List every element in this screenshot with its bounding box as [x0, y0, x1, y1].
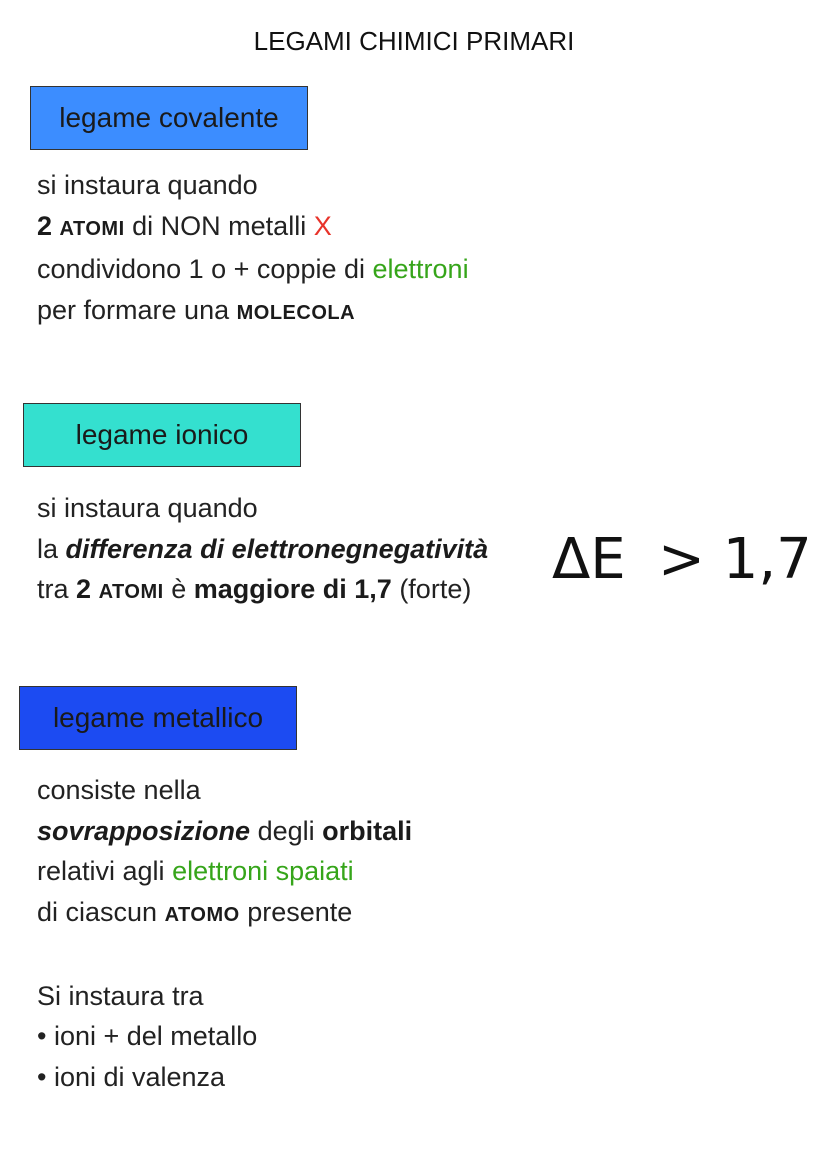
page-title: LEGAMI CHIMICI PRIMARI — [253, 26, 575, 56]
metallico-line-1: consiste nella — [37, 775, 201, 805]
heading-legame-covalente-label: legame covalente — [59, 102, 279, 133]
covalente-atomi-word: ATOMI — [59, 217, 125, 240]
heading-legame-metallico-label: legame metallico — [52, 702, 264, 733]
ionico-line-2 — [37, 529, 488, 570]
greater-than-value: > 1,7 — [658, 527, 812, 592]
covalente-description — [37, 165, 469, 333]
ionico-line-3 — [37, 569, 488, 613]
covalente-form-text: per formare una — [37, 294, 230, 325]
metallico-description — [37, 770, 412, 1097]
ionico-atom-count: 2 — [76, 574, 92, 604]
heading-legame-ionico — [23, 403, 301, 467]
metallico-line-2 — [37, 811, 412, 852]
covalente-line-2 — [37, 206, 469, 250]
heading-legame-covalente — [30, 86, 308, 150]
metallico-atomo-word: ATOMO — [164, 903, 240, 926]
covalente-line-4 — [37, 290, 469, 334]
delta-e-formula — [550, 520, 812, 598]
ionico-line-1: si instaura quando — [37, 493, 258, 523]
metallico-line-3 — [37, 851, 412, 892]
covalente-molecola-word: MOLECOLA — [236, 301, 356, 324]
covalente-nonmetal-text: di NON metalli — [132, 210, 307, 241]
ionico-atomi-word: ATOMI — [98, 581, 164, 603]
ionico-description — [37, 488, 488, 613]
covalente-line-1: si instaura quando — [37, 170, 258, 200]
metallico-bullet-1: • ioni + del metallo — [37, 1021, 258, 1051]
heading-legame-ionico-label: legame ionico — [75, 419, 249, 450]
metallico-unpaired-electrons: elettroni spaiati — [172, 856, 354, 886]
heading-legame-metallico — [19, 686, 297, 750]
ionico-tra-text: tra — [37, 574, 69, 604]
ionico-la-text: la — [37, 533, 59, 564]
ionico-threshold-phrase: maggiore di 1,7 — [193, 574, 392, 604]
metallico-line-4 — [37, 892, 412, 936]
covalente-atom-count: 2 — [37, 210, 53, 241]
covalente-share-text: condividono 1 o + coppie di — [37, 254, 365, 284]
metallico-degli-text: degli — [257, 815, 315, 846]
metallico-line-5: Si instaura tra — [37, 980, 204, 1011]
delta-e-symbol: ΔE — [552, 527, 626, 592]
ionico-e-text: è — [171, 574, 187, 604]
metallico-spacer — [37, 935, 412, 976]
covalente-line-3 — [37, 249, 469, 290]
metallico-relative-text: relativi agli — [37, 856, 165, 886]
metallico-present-text: presente — [247, 896, 353, 927]
covalente-electrons-word: elettroni — [372, 254, 469, 284]
ionico-electronegativity-phrase: differenza di elettronegnegatività — [65, 533, 489, 564]
metallico-bullet-2: • ioni di valenza — [37, 1061, 226, 1092]
metallico-overlap-word: sovrapposizione — [37, 815, 251, 846]
metallico-each-text: di ciascun — [37, 896, 158, 927]
covalente-x-mark: X — [313, 210, 332, 241]
ionico-forte-text: (forte) — [399, 574, 472, 604]
metallico-orbitali-word: orbitali — [322, 815, 413, 846]
